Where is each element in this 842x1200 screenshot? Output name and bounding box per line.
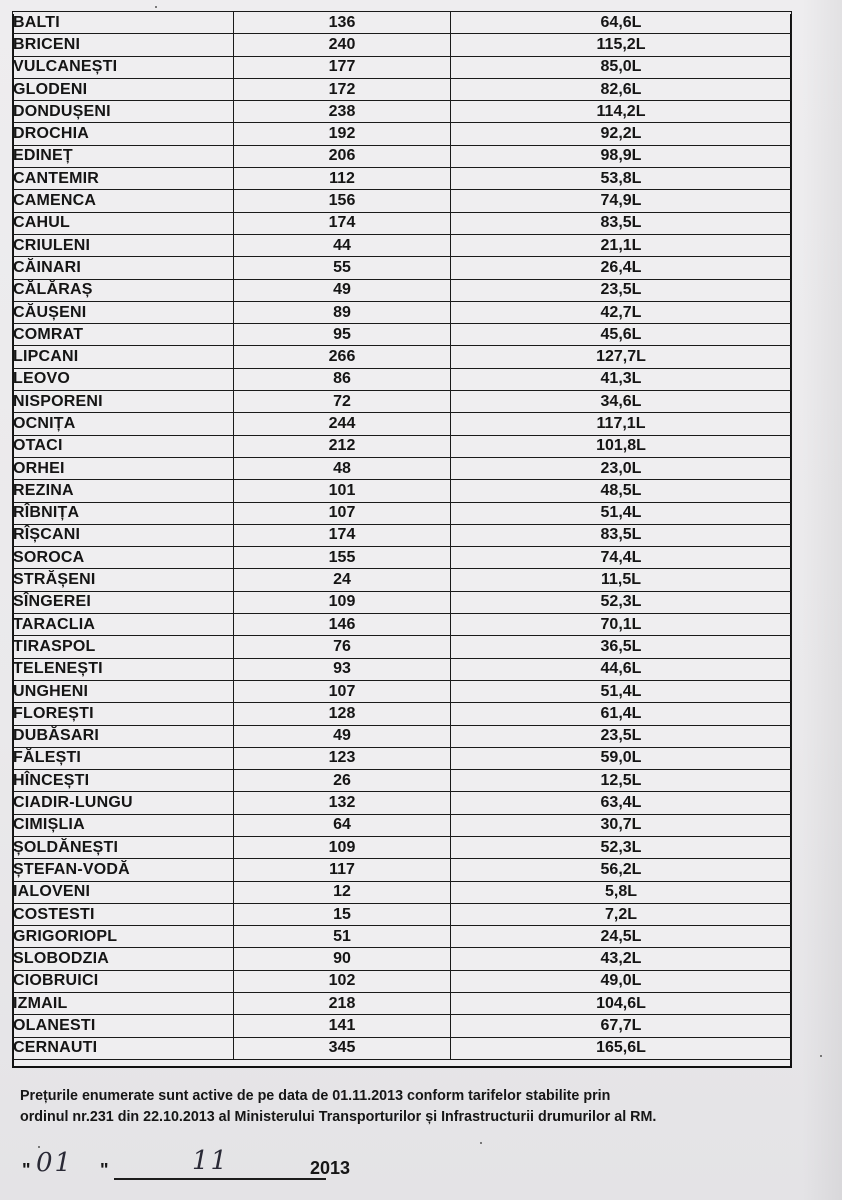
price-cell: 56,2L <box>451 859 792 881</box>
count-cell: 172 <box>234 78 451 100</box>
count-cell: 117 <box>234 859 451 881</box>
location-name-cell: CIMIȘLIA <box>13 814 234 836</box>
table-row <box>13 12 792 34</box>
count-cell: 112 <box>234 168 451 190</box>
count-cell: 177 <box>234 56 451 78</box>
count-cell: 89 <box>234 301 451 323</box>
price-cell: 165,6L <box>451 1037 792 1059</box>
price-cell: 45,6L <box>451 324 792 346</box>
price-cell: 51,4L <box>451 502 792 524</box>
date-day-handwritten: 01 <box>36 1148 74 1178</box>
count-cell: 15 <box>234 903 451 925</box>
table-row <box>13 56 792 78</box>
price-cell: 101,8L <box>451 435 792 457</box>
count-cell: 90 <box>234 948 451 970</box>
table-row <box>13 78 792 100</box>
price-cell: 23,0L <box>451 457 792 479</box>
scan-speck <box>155 6 157 8</box>
table-row <box>13 658 792 680</box>
location-name-cell: COSTESTI <box>13 903 234 925</box>
tariff-table-body <box>13 12 792 1060</box>
location-name-cell: BALTI <box>13 12 234 34</box>
location-name-cell: CAHUL <box>13 212 234 234</box>
table-row <box>13 859 792 881</box>
count-cell: 238 <box>234 101 451 123</box>
count-cell: 244 <box>234 413 451 435</box>
table-row <box>13 591 792 613</box>
table-row <box>13 502 792 524</box>
location-name-cell: SÎNGEREI <box>13 591 234 613</box>
price-cell: 117,1L <box>451 413 792 435</box>
price-cell: 53,8L <box>451 168 792 190</box>
price-cell: 85,0L <box>451 56 792 78</box>
table-row <box>13 123 792 145</box>
location-name-cell: UNGHENI <box>13 680 234 702</box>
count-cell: 26 <box>234 770 451 792</box>
location-name-cell: TIRASPOL <box>13 636 234 658</box>
price-cell: 63,4L <box>451 792 792 814</box>
location-name-cell: EDINEȚ <box>13 145 234 167</box>
price-cell: 23,5L <box>451 279 792 301</box>
table-row <box>13 1015 792 1037</box>
location-name-cell: CERNAUTI <box>13 1037 234 1059</box>
scan-speck <box>38 1146 40 1148</box>
price-cell: 64,6L <box>451 12 792 34</box>
count-cell: 345 <box>234 1037 451 1059</box>
location-name-cell: CĂINARI <box>13 257 234 279</box>
location-name-cell: ȘOLDĂNEȘTI <box>13 836 234 858</box>
price-cell: 5,8L <box>451 881 792 903</box>
count-cell: 107 <box>234 680 451 702</box>
table-row <box>13 836 792 858</box>
location-name-cell: REZINA <box>13 480 234 502</box>
location-name-cell: CĂLĂRAȘ <box>13 279 234 301</box>
count-cell: 102 <box>234 970 451 992</box>
price-cell: 43,2L <box>451 948 792 970</box>
location-name-cell: OCNIȚA <box>13 413 234 435</box>
price-cell: 114,2L <box>451 101 792 123</box>
count-cell: 76 <box>234 636 451 658</box>
price-cell: 42,7L <box>451 301 792 323</box>
date-month-handwritten: 11 <box>192 1146 230 1176</box>
location-name-cell: RÎBNIȚA <box>13 502 234 524</box>
location-name-cell: CANTEMIR <box>13 168 234 190</box>
price-cell: 115,2L <box>451 34 792 56</box>
count-cell: 101 <box>234 480 451 502</box>
table-row <box>13 391 792 413</box>
count-cell: 141 <box>234 1015 451 1037</box>
price-cell: 7,2L <box>451 903 792 925</box>
location-name-cell: IALOVENI <box>13 881 234 903</box>
scan-speck <box>820 1055 822 1057</box>
price-cell: 98,9L <box>451 145 792 167</box>
price-cell: 23,5L <box>451 725 792 747</box>
location-name-cell: GLODENI <box>13 78 234 100</box>
table-row <box>13 435 792 457</box>
table-row <box>13 993 792 1015</box>
count-cell: 24 <box>234 569 451 591</box>
validity-note-line-2: ordinul nr.231 din 22.10.2013 al Ministerului Transporturilor și Infrastructurii drumurilor al RM. <box>20 1109 657 1125</box>
price-cell: 11,5L <box>451 569 792 591</box>
location-name-cell: TELENEȘTI <box>13 658 234 680</box>
price-cell: 82,6L <box>451 78 792 100</box>
table-row <box>13 524 792 546</box>
table-row <box>13 703 792 725</box>
location-name-cell: STRĂȘENI <box>13 569 234 591</box>
table-row <box>13 747 792 769</box>
location-name-cell: OLANESTI <box>13 1015 234 1037</box>
count-cell: 44 <box>234 234 451 256</box>
price-cell: 52,3L <box>451 591 792 613</box>
location-name-cell: NISPORENI <box>13 391 234 413</box>
date-open-quote: " <box>22 1160 31 1180</box>
location-name-cell: GRIGORIOPL <box>13 926 234 948</box>
table-row <box>13 346 792 368</box>
location-name-cell: CRIULENI <box>13 234 234 256</box>
date-month-rule <box>114 1178 326 1180</box>
location-name-cell: DUBĂSARI <box>13 725 234 747</box>
location-name-cell: DROCHIA <box>13 123 234 145</box>
table-row <box>13 101 792 123</box>
price-cell: 30,7L <box>451 814 792 836</box>
table-row <box>13 970 792 992</box>
page-shadow <box>802 0 842 1200</box>
count-cell: 72 <box>234 391 451 413</box>
validity-note <box>20 1086 830 1128</box>
count-cell: 48 <box>234 457 451 479</box>
location-name-cell: RÎȘCANI <box>13 524 234 546</box>
location-name-cell: SOROCA <box>13 547 234 569</box>
price-cell: 67,7L <box>451 1015 792 1037</box>
price-cell: 74,4L <box>451 547 792 569</box>
location-name-cell: BRICENI <box>13 34 234 56</box>
table-row <box>13 190 792 212</box>
table-row <box>13 614 792 636</box>
table-row <box>13 368 792 390</box>
price-cell: 21,1L <box>451 234 792 256</box>
table-row <box>13 569 792 591</box>
table-row <box>13 1037 792 1059</box>
price-cell: 70,1L <box>451 614 792 636</box>
count-cell: 266 <box>234 346 451 368</box>
price-cell: 74,9L <box>451 190 792 212</box>
price-cell: 26,4L <box>451 257 792 279</box>
count-cell: 192 <box>234 123 451 145</box>
date-year: 2013 <box>310 1158 351 1178</box>
location-name-cell: VULCANEȘTI <box>13 56 234 78</box>
table-row <box>13 145 792 167</box>
count-cell: 107 <box>234 502 451 524</box>
table-row <box>13 680 792 702</box>
table-row <box>13 814 792 836</box>
count-cell: 123 <box>234 747 451 769</box>
table-row <box>13 212 792 234</box>
table-row <box>13 480 792 502</box>
location-name-cell: ȘTEFAN-VODĂ <box>13 859 234 881</box>
table-row <box>13 725 792 747</box>
price-cell: 104,6L <box>451 993 792 1015</box>
table-row <box>13 234 792 256</box>
count-cell: 155 <box>234 547 451 569</box>
count-cell: 49 <box>234 279 451 301</box>
location-name-cell: CIADIR-LUNGU <box>13 792 234 814</box>
price-cell: 44,6L <box>451 658 792 680</box>
date-close-quote: " <box>100 1160 109 1180</box>
price-cell: 83,5L <box>451 212 792 234</box>
location-name-cell: CĂUȘENI <box>13 301 234 323</box>
count-cell: 93 <box>234 658 451 680</box>
location-name-cell: ORHEI <box>13 457 234 479</box>
location-name-cell: IZMAIL <box>13 993 234 1015</box>
location-name-cell: OTACI <box>13 435 234 457</box>
table-row <box>13 168 792 190</box>
count-cell: 49 <box>234 725 451 747</box>
table-row <box>13 770 792 792</box>
count-cell: 51 <box>234 926 451 948</box>
price-cell: 41,3L <box>451 368 792 390</box>
count-cell: 12 <box>234 881 451 903</box>
price-cell: 12,5L <box>451 770 792 792</box>
price-cell: 61,4L <box>451 703 792 725</box>
location-name-cell: COMRAT <box>13 324 234 346</box>
price-cell: 24,5L <box>451 926 792 948</box>
signature-date <box>22 1148 442 1188</box>
table-row <box>13 948 792 970</box>
location-name-cell: CIOBRUICI <box>13 970 234 992</box>
count-cell: 240 <box>234 34 451 56</box>
tariff-table <box>12 11 792 1060</box>
table-row <box>13 547 792 569</box>
table-row <box>13 792 792 814</box>
count-cell: 206 <box>234 145 451 167</box>
price-cell: 127,7L <box>451 346 792 368</box>
table-row <box>13 881 792 903</box>
location-name-cell: CAMENCA <box>13 190 234 212</box>
location-name-cell: LEOVO <box>13 368 234 390</box>
location-name-cell: FĂLEȘTI <box>13 747 234 769</box>
price-cell: 83,5L <box>451 524 792 546</box>
price-cell: 34,6L <box>451 391 792 413</box>
table-row <box>13 903 792 925</box>
count-cell: 109 <box>234 836 451 858</box>
count-cell: 55 <box>234 257 451 279</box>
location-name-cell: HÎNCEȘTI <box>13 770 234 792</box>
price-cell: 49,0L <box>451 970 792 992</box>
location-name-cell: DONDUȘENI <box>13 101 234 123</box>
scan-speck <box>480 1142 482 1144</box>
table-row <box>13 636 792 658</box>
table-row <box>13 324 792 346</box>
count-cell: 86 <box>234 368 451 390</box>
table-row <box>13 301 792 323</box>
table-row <box>13 257 792 279</box>
count-cell: 136 <box>234 12 451 34</box>
count-cell: 95 <box>234 324 451 346</box>
validity-note-line-1: Prețurile enumerate sunt active de pe data de 01.11.2013 conform tarifelor stabilite prin <box>20 1088 611 1104</box>
count-cell: 174 <box>234 212 451 234</box>
price-cell: 48,5L <box>451 480 792 502</box>
table-row <box>13 413 792 435</box>
table-row <box>13 34 792 56</box>
count-cell: 146 <box>234 614 451 636</box>
count-cell: 174 <box>234 524 451 546</box>
table-row <box>13 926 792 948</box>
location-name-cell: FLOREȘTI <box>13 703 234 725</box>
price-cell: 51,4L <box>451 680 792 702</box>
count-cell: 132 <box>234 792 451 814</box>
count-cell: 212 <box>234 435 451 457</box>
count-cell: 109 <box>234 591 451 613</box>
table-row <box>13 279 792 301</box>
location-name-cell: TARACLIA <box>13 614 234 636</box>
table-row <box>13 457 792 479</box>
price-cell: 59,0L <box>451 747 792 769</box>
count-cell: 218 <box>234 993 451 1015</box>
price-cell: 36,5L <box>451 636 792 658</box>
location-name-cell: SLOBODZIA <box>13 948 234 970</box>
location-name-cell: LIPCANI <box>13 346 234 368</box>
price-cell: 92,2L <box>451 123 792 145</box>
count-cell: 156 <box>234 190 451 212</box>
price-cell: 52,3L <box>451 836 792 858</box>
count-cell: 64 <box>234 814 451 836</box>
count-cell: 128 <box>234 703 451 725</box>
